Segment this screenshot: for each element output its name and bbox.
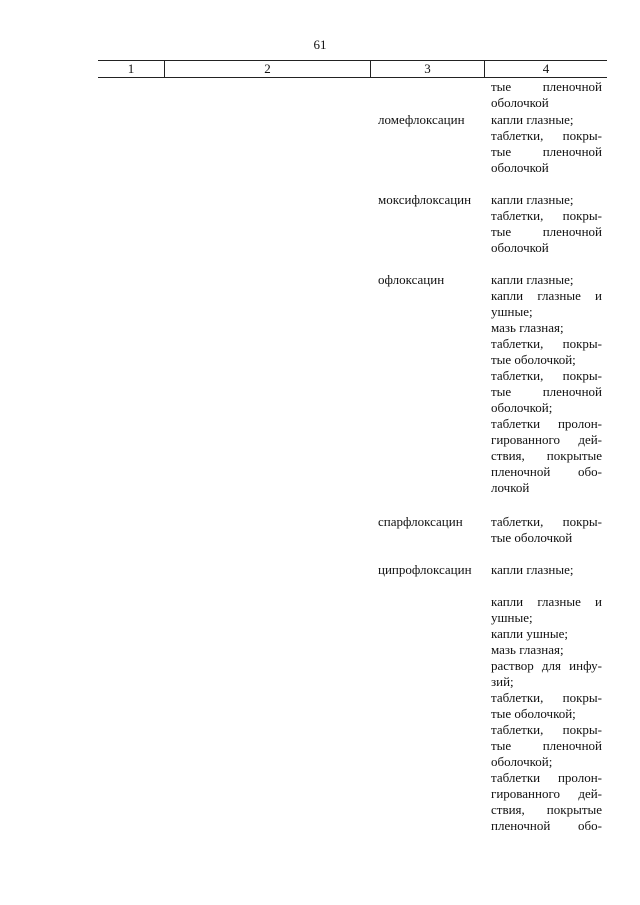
- form-line: тые пленочной: [491, 79, 602, 94]
- form-line: лочкой: [491, 480, 530, 495]
- form-line: таблетки, покры-: [491, 208, 602, 223]
- form-line: таблетки, покры-: [491, 514, 602, 529]
- form-line: капли глазные;: [491, 272, 574, 287]
- form-line: оболочкой;: [491, 754, 553, 769]
- form-line: капли глазные;: [491, 562, 574, 577]
- form-line: оболочкой: [491, 95, 549, 110]
- form-line: таблетки, покры-: [491, 336, 602, 351]
- form-line: ствия, покрытые: [491, 448, 602, 463]
- form-line: тые пленочной: [491, 144, 602, 159]
- form-line: зий;: [491, 674, 514, 689]
- form-line: пленочной обо-: [491, 818, 602, 833]
- form-line: оболочкой;: [491, 400, 553, 415]
- header-col-2: 2: [164, 61, 370, 77]
- form-line: тые пленочной: [491, 738, 602, 753]
- form-line: гированного дей-: [491, 432, 602, 447]
- form-line: тые пленочной: [491, 224, 602, 239]
- header-col-3: 3: [370, 61, 484, 77]
- form-line: ушные;: [491, 610, 533, 625]
- form-line: мазь глазная;: [491, 642, 564, 657]
- form-line: тые оболочкой;: [491, 352, 576, 367]
- drug-name-ofloxacin: офлоксацин: [378, 272, 445, 287]
- drug-name-moxifloxacin: моксифлоксацин: [378, 192, 472, 207]
- drug-name-lomefloxacin: ломефлоксацин: [378, 112, 465, 127]
- form-line: таблетки, покры-: [491, 368, 602, 383]
- form-line: тые пленочной: [491, 384, 602, 399]
- form-line: таблетки, покры-: [491, 722, 602, 737]
- form-line: ушные;: [491, 304, 533, 319]
- form-line: тые оболочкой;: [491, 706, 576, 721]
- form-line: пленочной обо-: [491, 464, 602, 479]
- drug-name-ciprofloxacin: ципрофлоксацин: [378, 562, 472, 577]
- form-line: тые оболочкой: [491, 530, 573, 545]
- form-line: ствия, покрытые: [491, 802, 602, 817]
- forms-cell-continuation: [491, 79, 602, 111]
- form-line: раствор для инфу-: [491, 658, 602, 673]
- page-number: 61: [313, 37, 327, 52]
- drug-name-sparfloxacin: спарфлоксацин: [378, 514, 463, 529]
- form-line: таблетки, покры-: [491, 690, 602, 705]
- form-line: оболочкой: [491, 160, 549, 175]
- form-line: капли глазные и: [491, 288, 602, 303]
- table-header-row: [98, 60, 607, 78]
- forms-cell-ciprofloxacin: [491, 562, 602, 578]
- form-line: капли глазные и: [491, 594, 602, 609]
- form-line: таблетки пролон-: [491, 770, 602, 785]
- forms-cell-ofloxacin: [491, 272, 602, 496]
- header-col-1: 1: [127, 61, 135, 76]
- header-col-4: 4: [484, 61, 607, 77]
- form-line: капли глазные;: [491, 192, 574, 207]
- form-line: мазь глазная;: [491, 320, 564, 335]
- forms-cell-sparfloxacin: [491, 514, 602, 546]
- form-line: капли глазные;: [491, 112, 574, 127]
- forms-cell-moxifloxacin: [491, 192, 602, 256]
- forms-cell-lomefloxacin: [491, 112, 602, 176]
- forms-cell-ciprofloxacin-continued: [491, 594, 602, 834]
- form-line: оболочкой: [491, 240, 549, 255]
- form-line: гированного дей-: [491, 786, 602, 801]
- form-line: таблетки, покры-: [491, 128, 602, 143]
- form-line: капли ушные;: [491, 626, 568, 641]
- form-line: таблетки пролон-: [491, 416, 602, 431]
